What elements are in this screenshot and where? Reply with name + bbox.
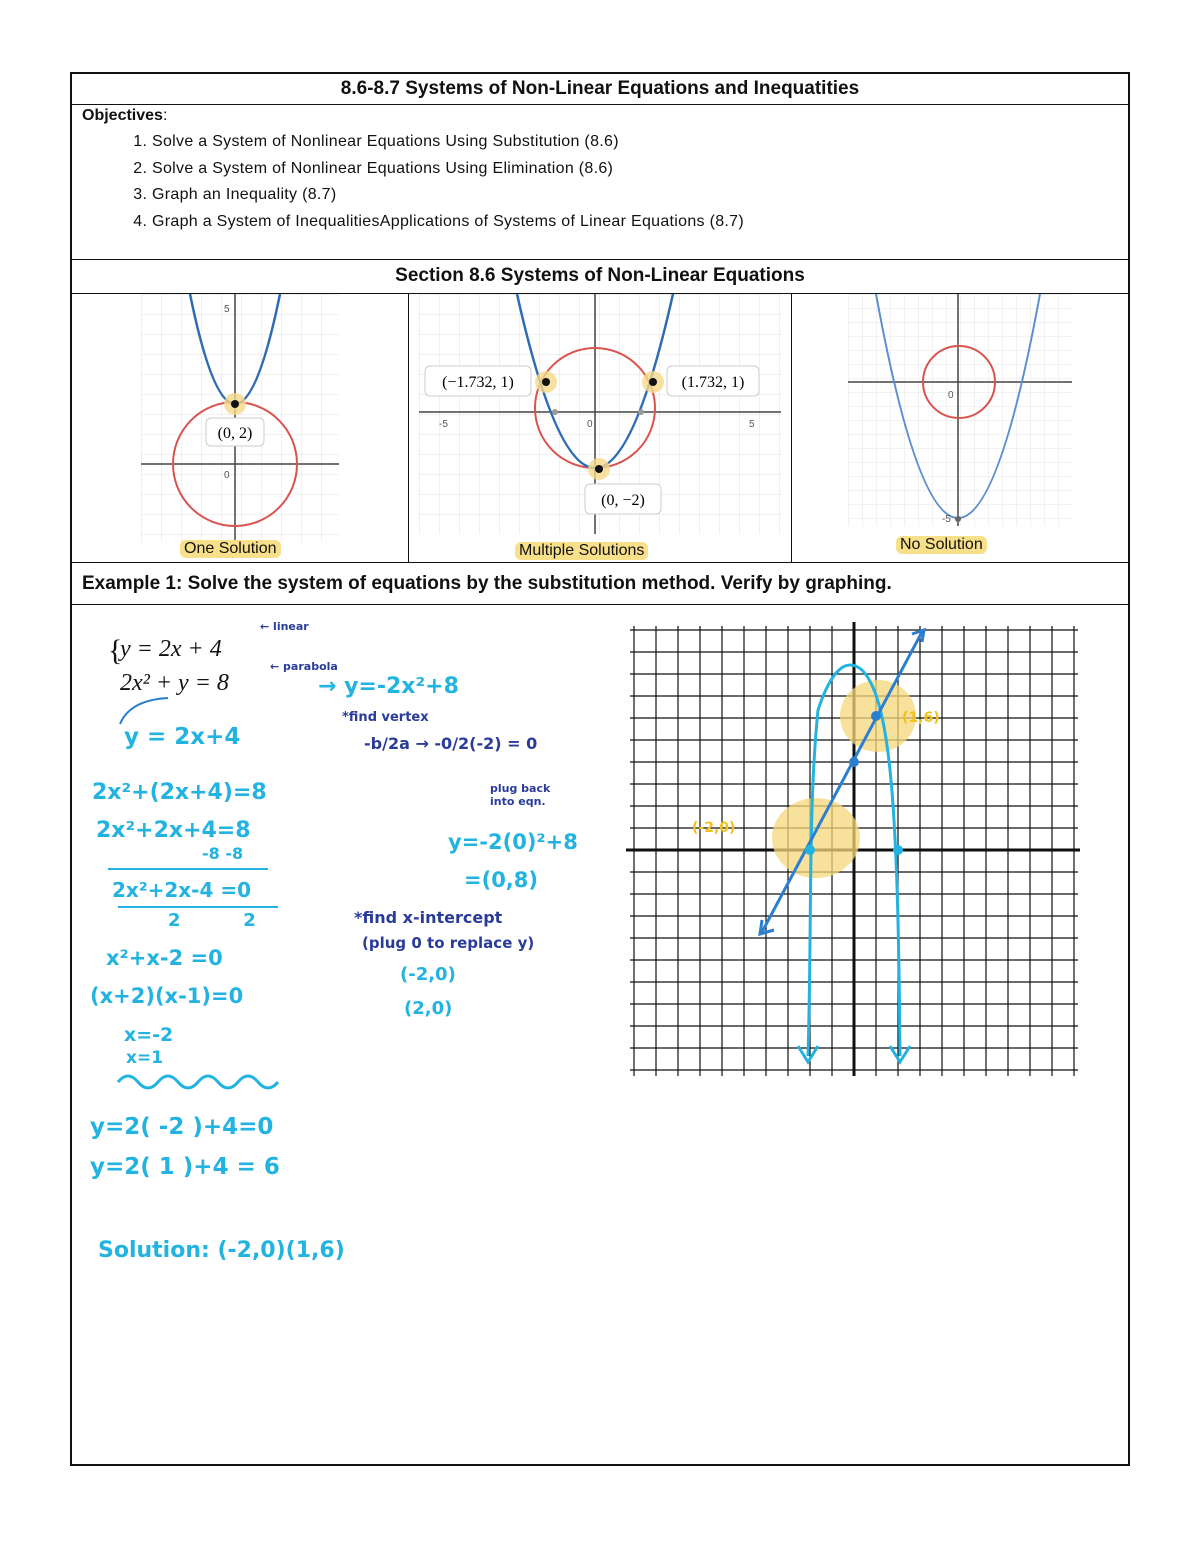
work-step: *find x-intercept <box>354 908 503 927</box>
work-step: 2x²+2x+4=8 <box>96 818 251 843</box>
work-step: y=-2(0)²+8 <box>448 830 578 854</box>
work-step: plug back into eqn. <box>490 782 551 808</box>
work-step: 2 2 <box>168 910 256 931</box>
objectives-list <box>82 129 1122 235</box>
work-step: x²+x-2 =0 <box>106 946 223 970</box>
tick-label: 5 <box>224 304 230 315</box>
graph-caption: One Solution <box>180 540 281 558</box>
work-step: (x+2)(x-1)=0 <box>90 984 244 1008</box>
objective-item: 2. Solve a System of Nonlinear Equations Using Elimination (8.6) <box>152 156 1122 183</box>
point-label: (−1.732, 1) <box>442 374 514 391</box>
graph-caption: No Solution <box>896 536 987 554</box>
point-label: (0, −2) <box>601 492 645 509</box>
tick-label: -5 <box>942 514 951 525</box>
graph-caption: Multiple Solutions <box>515 542 648 560</box>
objective-item: 4. Graph a System of InequalitiesApplications of Systems of Linear Equations (8.7) <box>152 209 1122 236</box>
tick-label: 0 <box>224 470 230 481</box>
verification-graph <box>622 620 1082 1080</box>
tick-label: 5 <box>749 419 755 430</box>
divider <box>72 604 1128 605</box>
work-step: x=1 <box>126 1048 164 1068</box>
work-step: 2x²+2x-4 =0 <box>112 878 252 902</box>
objectives-label: Objectives <box>82 107 163 124</box>
graph-label: (-2,0) <box>692 820 736 836</box>
work-step: (plug 0 to replace y) <box>362 934 535 952</box>
section-title: Section 8.6 Systems of Non-Linear Equations <box>395 265 805 286</box>
arrow-icon <box>112 694 172 728</box>
tick-label: 0 <box>948 390 954 401</box>
annotation: ← linear <box>260 620 309 633</box>
worksheet: 8.6-8.7 Systems of Non-Linear Equations and Inequatities Objectives: 1. Solve a System of Nonlinear Equations Using Substitution (8.6) 2. Solve a System of Nonlinear Equations Using Elimination (8.6) 3. Graph an Inequality (8.7) 4. Graph a System of InequalitiesApplications of Systems of Linear Equations (8.7) Section 8.6 Systems of Non-Linear Equations (0, 2) 5 0 One Solution (−1.732, 1) (1.732, 1) (0, −2) -5 0 5 Multiple Solutions 0 -5 No Solution Example 1: Solve the system of equations by the substitution method. Verify by graphing. { y = 2x + 4 2x² + y = 8 ← linear ← parabola y = 2x+4 2x²+(2x+4)=8 2x²+2x+4=8 -8 -8 2x²+2x-4 =0 2 2 x²+x-2 =0 (x+2)(x-1)=0 x=-2 x=1 y=2( -2 )+4=0 y=2( 1 )+4 = 6 Solution: (-2,0)(1,6) → y=-2x²+8 *find vertex -b/2a → -0/2(-2) = 0 plug back into eqn. y=-2(0)²+8 =(0,8) *find x-intercept (plug 0 to replace y) (-2,0) (2,0) (1,6) (-2,0) <box>70 72 1130 1466</box>
graph-label: (1,6) <box>902 710 940 726</box>
work-step: (2,0) <box>404 998 453 1019</box>
solution: Solution: (-2,0)(1,6) <box>98 1238 345 1263</box>
equation-parabola: 2x² + y = 8 <box>120 670 229 696</box>
graph-multiple-solutions <box>409 294 792 562</box>
divider <box>72 562 1128 563</box>
work-step: =(0,8) <box>464 868 538 892</box>
work-step: -8 -8 <box>202 844 244 863</box>
objectives-block: Objectives: 1. Solve a System of Nonlinear Equations Using Substitution (8.6) 2. Solve a System of Nonlinear Equations Using Elimination (8.6) 3. Graph an Inequality (8.7) 4. Graph a System of InequalitiesApplications of Systems of Linear Equations (8.7) <box>82 107 1122 235</box>
graph-one-solution <box>72 294 409 562</box>
objective-item: 1. Solve a System of Nonlinear Equations Using Substitution (8.6) <box>152 129 1122 156</box>
work-step: y=2( -2 )+4=0 <box>90 1114 274 1140</box>
graph-multiple-solutions-plot <box>409 294 790 562</box>
work-step: *find vertex <box>342 710 429 725</box>
work-step: 2x²+(2x+4)=8 <box>92 780 267 805</box>
work-step: x=-2 <box>124 1024 174 1046</box>
graph-no-solution <box>792 294 1128 562</box>
tick-label: -5 <box>439 419 448 430</box>
equation-linear: y = 2x + 4 <box>120 636 222 662</box>
example-title: Example 1: Solve the system of equations by the substitution method. Verify by graphing. <box>82 573 892 594</box>
work-step: y = 2x+4 <box>124 724 241 750</box>
divider <box>72 259 1128 260</box>
graph-no-solution-plot <box>792 294 1128 562</box>
annotation: ← parabola <box>270 660 338 673</box>
squiggle <box>116 1070 286 1092</box>
tick-label: 0 <box>587 419 593 430</box>
work-step: (-2,0) <box>400 964 456 985</box>
point-label: (0, 2) <box>217 425 253 442</box>
objective-item: 3. Graph an Inequality (8.7) <box>152 182 1122 209</box>
work-step: -b/2a → -0/2(-2) = 0 <box>364 734 538 753</box>
graph-row <box>72 294 1128 562</box>
point-label: (1.732, 1) <box>681 374 745 391</box>
work-step: y=2( 1 )+4 = 6 <box>90 1154 280 1180</box>
work-step: → y=-2x²+8 <box>318 674 459 699</box>
graph-one-solution-plot <box>72 294 407 562</box>
page-title: 8.6-8.7 Systems of Non-Linear Equations and Inequatities <box>72 74 1128 105</box>
